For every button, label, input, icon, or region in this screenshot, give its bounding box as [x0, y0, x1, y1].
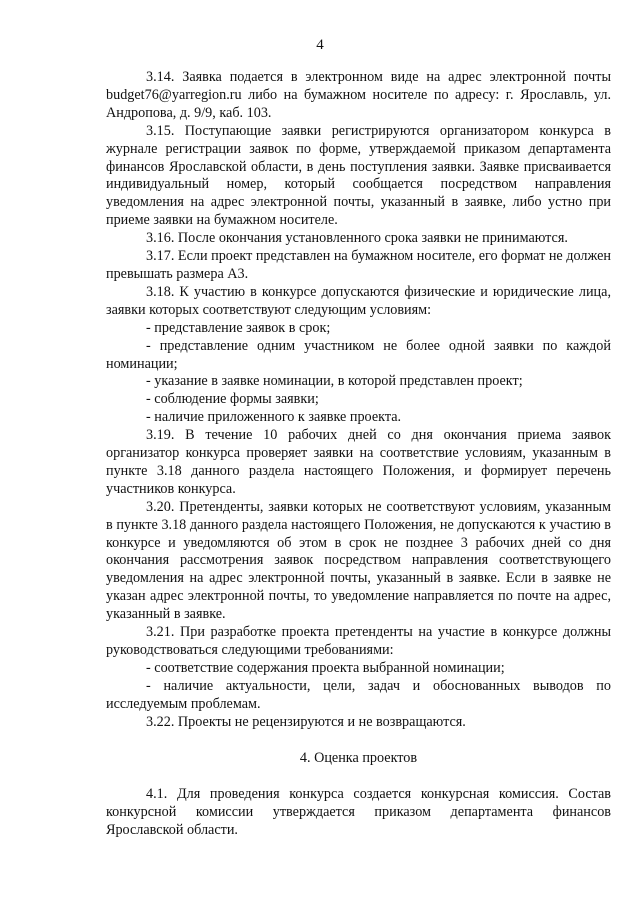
condition-item: - соблюдение формы заявки;: [146, 391, 319, 408]
clause-3-20: 3.20. Претенденты, заявки которых не соответствуют условиям, указанным в пункте 3.18 данного раздела настоящего Положения, не допускаются к участию в конкурсе и уведомляются об этом в срок не позднее 3 рабочих дней со дня окончания рассмотрения заявок посредством направления соответствующего уведомления на адрес электронной почты, указанный в заявке. Если в заявке не указан адрес электронной почты, то уведомление направляется по почте на адрес, указанный в заявке.: [106, 498, 611, 623]
condition-item: - наличие приложенного к заявке проекта.: [146, 409, 402, 426]
clause-3-18: 3.18. К участию в конкурсе допускаются физические и юридические лица, заявки которых соответствуют следующим условиям:: [106, 283, 611, 318]
document-body: [106, 69, 611, 840]
clause-4-1: 4.1. Для проведения конкурса создается конкурсная комиссия. Состав конкурсной комиссии утверждается приказом департамента финансов Ярославской области.: [106, 786, 611, 839]
clause-3-17: 3.17. Если проект представлен на бумажном носителе, его формат не должен превышать размера А3.: [106, 248, 611, 282]
requirement-item: - наличие актуальности, цели, задач и обоснованных выводов по исследуемым проблемам.: [106, 677, 611, 712]
clause-3-15: 3.15. Поступающие заявки регистрируются организатором конкурса в журнале регистрации заявок по форме, утверждаемой приказом департамента финансов Ярославской области, в день поступления заявки. Заявке присваивается индивидуальный номер, который сообщается посредством направления уведомления на адрес электронной почты, указанный в заявке, либо устно при приеме заявки на бумажном носителе.: [106, 122, 611, 229]
section-heading: 4. Оценка проектов: [299, 749, 418, 766]
clause-3-19: 3.19. В течение 10 рабочих дней со дня окончания приема заявок организатор конкурса проверяет заявки на соответствие условиям, указанным в пункте 3.18 данного раздела настоящего Положения, и формирует перечень участников конкурса.: [106, 427, 611, 497]
clause-3-14: 3.14. Заявка подается в электронном виде на адрес электронной почты budget76@yarregion.ru либо на бумажном носителе по адресу: г. Ярославль, ул. Андропова, д. 9/9, каб. 103.: [106, 69, 611, 121]
condition-item: - представление заявок в срок;: [146, 319, 331, 336]
condition-item: - представление одним участником не более одной заявки по каждой номинации;: [106, 337, 611, 372]
page-number: 4: [316, 37, 324, 53]
requirement-item: - соответствие содержания проекта выбранной номинации;: [146, 659, 505, 676]
clause-3-21: 3.21. При разработке проекта претенденты на участие в конкурсе должны руководствоваться следующими требованиями:: [106, 624, 611, 658]
clause-3-22: 3.22. Проекты не рецензируются и не возвращаются.: [146, 713, 466, 730]
condition-item: - указание в заявке номинации, в которой представлен проект;: [146, 373, 523, 390]
clause-3-16: 3.16. После окончания установленного срока заявки не принимаются.: [146, 230, 568, 247]
